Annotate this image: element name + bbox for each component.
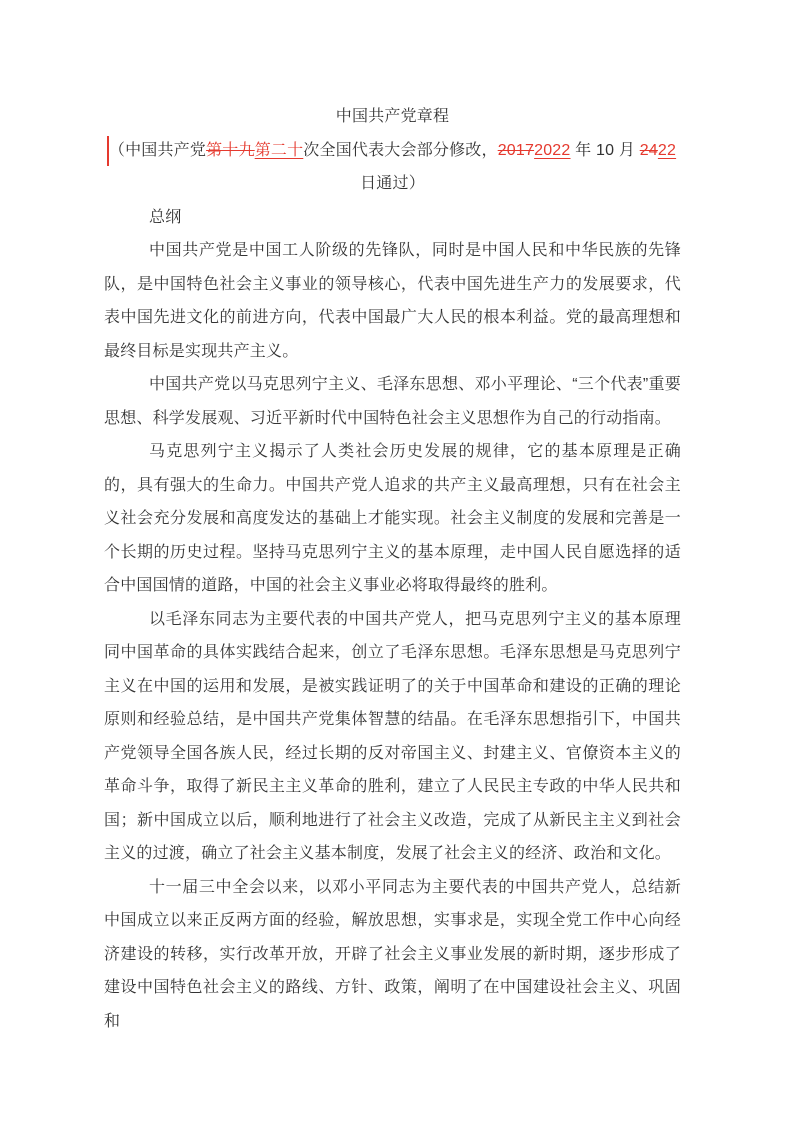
revision-note-line1 xyxy=(104,134,681,168)
body-paragraph: 以毛泽东同志为主要代表的中国共产党人，把马克思列宁主义的基本原理同中国革命的具体实践结合起来，创立了毛泽东思想。毛泽东思想是马克思列宁主义在中国的运用和发展，是被实践证明了的关于中国革命和建设的正确的理论原则和经验总结，是中国共产党集体智慧的结晶。在毛泽东思想指引下，中国共产党领导全国各族人民，经过长期的反对帝国主义、封建主义、官僚资本主义的革命斗争，取得了新民主主义革命的胜利，建立了人民民主专政的中华人民共和国；新中国成立以后，顺利地进行了社会主义改造，完成了从新民主主义到社会主义的过渡，确立了社会主义基本制度，发展了社会主义的经济、政治和文化。 xyxy=(104,610,681,862)
body-paragraph: 中国共产党是中国工人阶级的先锋队，同时是中国人民和中华民族的先锋队，是中国特色社会主义事业的领导核心，代表中国先进生产力的发展要求，代表中国先进文化的前进方向，代表中国最广大人民的根本利益。党的最高理想和最终目标是实现共产主义。 xyxy=(104,242,681,360)
deleted-text: 第十九 xyxy=(206,141,255,159)
inserted-text: 2022 xyxy=(534,141,571,159)
body-paragraph: 十一届三中全会以来，以邓小平同志为主要代表的中国共产党人，总结新中国成立以来正反两方面的经验，解放思想，实事求是，实现全党工作中心向经济建设的转移，实行改革开放，开辟了社会主义事业发展的新时期，逐步形成了建设中国特色社会主义的路线、方针、政策，阐明了在中国建设社会主义、巩固和 xyxy=(104,878,681,1030)
inserted-text: 22 xyxy=(657,141,677,159)
inserted-text: 第二十 xyxy=(254,141,304,159)
revision-note-line2: 日通过） xyxy=(360,175,425,192)
document-body xyxy=(104,100,681,1038)
deleted-text: 24 xyxy=(639,141,658,159)
section-heading: 总纲 xyxy=(149,208,182,226)
body-paragraph: 中国共产党以马克思列宁主义、毛泽东思想、邓小平理论、“三个代表”重要思想、科学发展观、习近平新时代中国特色社会主义思想作为自己的行动指南。 xyxy=(104,376,681,427)
revision-text-normal: （中国共产党 xyxy=(108,141,207,159)
revision-text-normal: 次全国代表大会部分修改， xyxy=(303,141,498,159)
deleted-text: 2017 xyxy=(497,141,535,159)
body-paragraph: 马克思列宁主义揭示了人类社会历史发展的规律，它的基本原理是正确的，具有强大的生命力。中国共产党人追求的共产主义最高理想，只有在社会主义社会充分发展和高度发达的基础上才能实现。社会主义制度的发展和完善是一个长期的历史过程。坚持马克思列宁主义的基本原理，走中国人民自愿选择的适合中国国情的道路，中国的社会主义事业必将取得最终的胜利。 xyxy=(104,443,681,594)
revision-text-normal: 年 10 月 xyxy=(570,141,640,159)
document-title: 中国共产党章程 xyxy=(335,108,450,125)
